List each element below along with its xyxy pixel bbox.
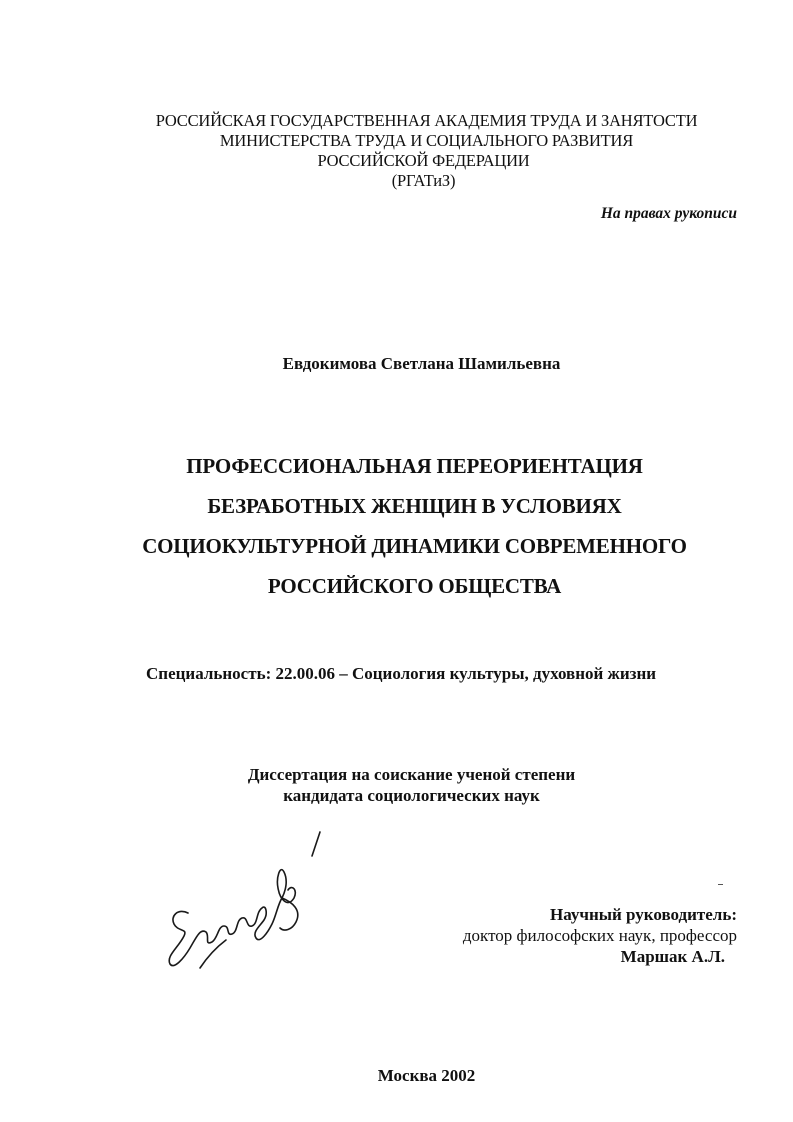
rights-note: На правах рукописи [600, 205, 737, 222]
institution-line-2: МИНИСТЕРСТВА ТРУДА И СОЦИАЛЬНОГО РАЗВИТИЯ [219, 131, 634, 150]
signature-stroke-loop [200, 940, 226, 968]
institution-line-1: РОССИЙСКАЯ ГОСУДАРСТВЕННАЯ АКАДЕМИЯ ТРУДА И ЗАНЯТОСТИ [155, 111, 698, 130]
institution-line-4: (РГАТиЗ) [391, 171, 456, 190]
specialty-value: – Социология культуры, духовной жизни [334, 664, 657, 683]
title-line-1: ПРОФЕССИОНАЛЬНАЯ ПЕРЕОРИЕНТАЦИЯ [186, 454, 643, 478]
degree-statement [0, 764, 793, 806]
supervisor-heading: Научный руководитель: [550, 905, 737, 924]
title-line-4: РОССИЙСКОГО ОБЩЕСТВА [267, 574, 562, 598]
title-line-2: БЕЗРАБОТНЫХ ЖЕНЩИН В УСЛОВИЯХ [207, 494, 622, 518]
specialty-label: Специальность: 22.00.06 [146, 664, 335, 683]
stray-mark [718, 884, 723, 885]
institution-line-3: РОССИЙСКОЙ ФЕДЕРАЦИИ [317, 151, 530, 170]
degree-line-2: кандидата социологических наук [283, 786, 540, 805]
title-line-3: СОЦИОКУЛЬТУРНОЙ ДИНАМИКИ СОВРЕМЕННОГО [142, 534, 687, 558]
degree-line-1: Диссертация на соискание ученой степени [247, 765, 576, 784]
signature-stroke-main [169, 870, 295, 966]
author-name: Евдокимова Светлана Шамильевна [282, 354, 561, 373]
institution-header [0, 111, 793, 191]
specialty [146, 664, 656, 684]
signature-stroke-slash [312, 832, 320, 856]
dissertation-title [0, 446, 793, 606]
city-year: Москва 2002 [377, 1066, 476, 1085]
handwritten-signature [160, 828, 330, 978]
supervisor-name: Маршак А.Л. [620, 947, 725, 966]
supervisor-degree: доктор философских наук, профессор [462, 926, 737, 945]
supervisor-block [463, 904, 737, 967]
